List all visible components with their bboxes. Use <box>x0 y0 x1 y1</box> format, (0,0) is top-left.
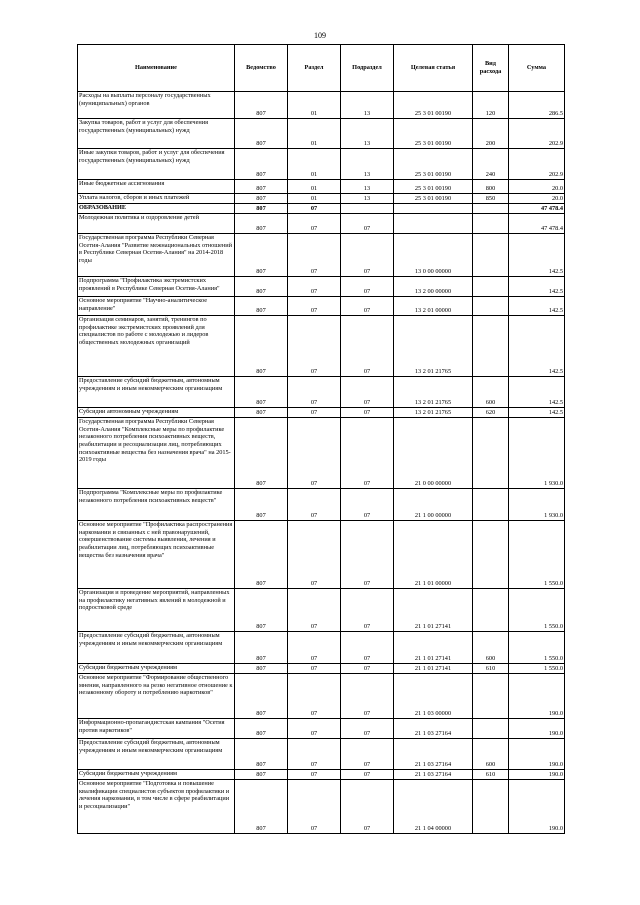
row-department: 807 <box>235 149 288 180</box>
row-section: 07 <box>288 377 341 408</box>
row-expense-type <box>473 521 509 589</box>
row-department: 807 <box>235 297 288 316</box>
table-row <box>78 234 565 277</box>
row-expense-type: 600 <box>473 739 509 770</box>
row-sum: 202.9 <box>509 119 565 149</box>
row-name: Предоставление субсидий бюджетным, автономным учреждениям и иным некоммерческим организациям <box>78 739 235 770</box>
table-row <box>78 664 565 674</box>
row-subsection: 07 <box>341 214 394 234</box>
row-target-article: 21 1 01 00000 <box>394 521 473 589</box>
row-name: Предоставление субсидий бюджетным, автономным учреждениям и иным некоммерческим организациям <box>78 377 235 408</box>
row-target-article: 21 1 03 27164 <box>394 719 473 739</box>
row-name: Организация и проведение мероприятий, направленных на профилактику негативных явлений в молодежной и подростковой среде <box>78 589 235 632</box>
table-row <box>78 277 565 297</box>
table-row <box>78 180 565 194</box>
row-name: Субсидии бюджетным учреждениям <box>78 664 235 674</box>
table-row <box>78 780 565 834</box>
row-subsection: 07 <box>341 521 394 589</box>
row-subsection: 13 <box>341 149 394 180</box>
table-row <box>78 408 565 418</box>
row-section: 07 <box>288 664 341 674</box>
row-department: 807 <box>235 719 288 739</box>
row-expense-type <box>473 204 509 214</box>
row-target-article: 21 1 03 00000 <box>394 674 473 719</box>
row-target-article: 21 1 01 27141 <box>394 632 473 664</box>
row-target-article: 21 1 01 27141 <box>394 664 473 674</box>
row-subsection: 07 <box>341 589 394 632</box>
row-target-article: 21 1 00 00000 <box>394 489 473 521</box>
row-name: Подпрограмма "Профилактика экстремистских проявлений в Республике Северная Осетия-Алания" <box>78 277 235 297</box>
row-department: 807 <box>235 204 288 214</box>
row-name: Уплата налогов, сборов и иных платежей <box>78 194 235 204</box>
header-sum: Сумма <box>509 45 565 92</box>
row-department: 807 <box>235 194 288 204</box>
row-expense-type: 600 <box>473 632 509 664</box>
row-section: 07 <box>288 770 341 780</box>
table-row <box>78 316 565 377</box>
row-expense-type <box>473 418 509 489</box>
row-expense-type: 610 <box>473 770 509 780</box>
table-row <box>78 119 565 149</box>
row-subsection: 07 <box>341 739 394 770</box>
row-department: 807 <box>235 119 288 149</box>
row-subsection: 07 <box>341 674 394 719</box>
row-sum: 1 550.0 <box>509 632 565 664</box>
row-expense-type <box>473 214 509 234</box>
row-subsection: 07 <box>341 277 394 297</box>
row-sum: 142.5 <box>509 316 565 377</box>
row-subsection: 07 <box>341 297 394 316</box>
row-sum: 190.0 <box>509 770 565 780</box>
table-row <box>78 204 565 214</box>
row-subsection: 07 <box>341 719 394 739</box>
budget-table <box>77 44 565 834</box>
row-name: Основное мероприятие "Формирование общественного мнения, направленного на резко негативное отношение к незаконному обороту и потреблению наркотиков" <box>78 674 235 719</box>
row-department: 807 <box>235 489 288 521</box>
row-expense-type: 240 <box>473 149 509 180</box>
row-target-article: 25 3 01 00190 <box>394 194 473 204</box>
row-name: Информационно-пропагандистская кампания "Осетия против наркотиков" <box>78 719 235 739</box>
row-section: 07 <box>288 632 341 664</box>
row-name: Государственная программа Республики Северная Осетия-Алания "Развитие межнациональных отношений в Республике Северная Осетия-Алания" на 2014-2018 годы <box>78 234 235 277</box>
row-subsection <box>341 204 394 214</box>
row-section: 07 <box>288 780 341 834</box>
row-sum: 190.0 <box>509 739 565 770</box>
row-sum: 142.5 <box>509 408 565 418</box>
row-target-article: 25 3 01 00190 <box>394 180 473 194</box>
table-row <box>78 589 565 632</box>
row-sum: 190.0 <box>509 719 565 739</box>
table-row <box>78 770 565 780</box>
row-sum: 47 478.4 <box>509 214 565 234</box>
row-name: Субсидии автономным учреждениям <box>78 408 235 418</box>
row-department: 807 <box>235 180 288 194</box>
table-row <box>78 674 565 719</box>
row-sum: 142.5 <box>509 297 565 316</box>
row-subsection: 13 <box>341 180 394 194</box>
row-section: 07 <box>288 316 341 377</box>
row-target-article: 21 1 04 00000 <box>394 780 473 834</box>
row-sum: 142.5 <box>509 377 565 408</box>
row-department: 807 <box>235 277 288 297</box>
row-subsection: 07 <box>341 664 394 674</box>
row-target-article: 25 3 01 00190 <box>394 149 473 180</box>
row-target-article: 25 3 01 00190 <box>394 92 473 119</box>
table-row <box>78 632 565 664</box>
row-name: Закупка товаров, работ и услуг для обеспечения государственных (муниципальных) нужд <box>78 119 235 149</box>
row-subsection: 07 <box>341 489 394 521</box>
row-subsection: 13 <box>341 92 394 119</box>
row-subsection: 13 <box>341 119 394 149</box>
row-sum: 190.0 <box>509 674 565 719</box>
row-subsection: 07 <box>341 780 394 834</box>
row-subsection: 07 <box>341 234 394 277</box>
row-expense-type <box>473 719 509 739</box>
row-sum: 20.0 <box>509 180 565 194</box>
row-target-article <box>394 204 473 214</box>
table-row <box>78 521 565 589</box>
row-name: Подпрограмма "Комплексные меры по профилактике незаконного потребления психоактивных веществ" <box>78 489 235 521</box>
row-section: 07 <box>288 297 341 316</box>
row-name: Иные бюджетные ассигнования <box>78 180 235 194</box>
row-sum: 142.5 <box>509 277 565 297</box>
row-subsection: 07 <box>341 316 394 377</box>
row-name: ОБРАЗОВАНИЕ <box>78 204 235 214</box>
row-target-article: 13 2 01 21765 <box>394 408 473 418</box>
row-target-article: 21 1 01 27141 <box>394 589 473 632</box>
row-department: 807 <box>235 418 288 489</box>
row-expense-type <box>473 316 509 377</box>
row-subsection: 07 <box>341 418 394 489</box>
row-subsection: 07 <box>341 377 394 408</box>
row-name: Основное мероприятие "Профилактика распространения наркомании и связанных с ней правонарушений, совершенствование системы выявления, лечения и реабилитации лиц, потребляющих психоактивные вещества без назначения врача" <box>78 521 235 589</box>
table-row <box>78 297 565 316</box>
row-department: 807 <box>235 664 288 674</box>
row-target-article: 21 1 03 27164 <box>394 770 473 780</box>
row-expense-type <box>473 674 509 719</box>
row-section: 01 <box>288 194 341 204</box>
row-target-article: 13 2 00 00000 <box>394 277 473 297</box>
row-name: Организация семинаров, занятий, тренингов по профилактике экстремистских проявлений для специалистов по работе с молодежью и лидеров общественных молодежных организаций <box>78 316 235 377</box>
row-sum: 47 478.4 <box>509 204 565 214</box>
row-department: 807 <box>235 92 288 119</box>
row-target-article: 13 2 01 21765 <box>394 377 473 408</box>
row-sum: 20.0 <box>509 194 565 204</box>
row-expense-type: 200 <box>473 119 509 149</box>
row-name: Иные закупки товаров, работ и услуг для обеспечения государственных (муниципальных) нужд <box>78 149 235 180</box>
row-department: 807 <box>235 214 288 234</box>
table-row <box>78 149 565 180</box>
row-section: 01 <box>288 119 341 149</box>
header-department: Ведомство <box>235 45 288 92</box>
row-department: 807 <box>235 377 288 408</box>
row-section: 07 <box>288 489 341 521</box>
row-section: 07 <box>288 589 341 632</box>
row-expense-type <box>473 589 509 632</box>
row-department: 807 <box>235 589 288 632</box>
row-section: 07 <box>288 418 341 489</box>
row-name: Основное мероприятие "Подготовка и повышение квалификации специалистов субъектов профилактики и лечения наркомании, в том числе в сфере реабилитации и ресоциализации" <box>78 780 235 834</box>
header-subsection: Подраздел <box>341 45 394 92</box>
row-department: 807 <box>235 408 288 418</box>
row-target-article: 25 3 01 00190 <box>394 119 473 149</box>
row-target-article: 21 0 00 00000 <box>394 418 473 489</box>
row-expense-type: 610 <box>473 664 509 674</box>
table-row <box>78 418 565 489</box>
row-expense-type <box>473 234 509 277</box>
row-expense-type: 850 <box>473 194 509 204</box>
row-target-article: 13 2 01 21765 <box>394 316 473 377</box>
table-row <box>78 489 565 521</box>
row-section: 01 <box>288 92 341 119</box>
row-department: 807 <box>235 770 288 780</box>
row-subsection: 07 <box>341 408 394 418</box>
row-sum: 190.0 <box>509 780 565 834</box>
row-name: Предоставление субсидий бюджетным, автономным учреждениям и иным некоммерческим организациям <box>78 632 235 664</box>
row-name: Молодежная политика и оздоровление детей <box>78 214 235 234</box>
row-name: Государственная программа Республики Северная Осетия-Алания "Комплексные меры по профилактике незаконного потребления психоактивных веществ, реабилитации и ресоциализации лиц, потребляющих психоактивные вещества без назначения врача" на 2015-2019 годы <box>78 418 235 489</box>
row-target-article: 13 2 01 00000 <box>394 297 473 316</box>
row-target-article <box>394 214 473 234</box>
table-row <box>78 194 565 204</box>
row-section: 07 <box>288 277 341 297</box>
row-department: 807 <box>235 739 288 770</box>
row-subsection: 07 <box>341 770 394 780</box>
header-section: Раздел <box>288 45 341 92</box>
row-sum: 1 930.0 <box>509 489 565 521</box>
row-subsection: 13 <box>341 194 394 204</box>
row-sum: 1 550.0 <box>509 521 565 589</box>
row-section: 07 <box>288 204 341 214</box>
row-section: 07 <box>288 674 341 719</box>
row-expense-type <box>473 489 509 521</box>
table-row <box>78 377 565 408</box>
header-target-article: Целевая статья <box>394 45 473 92</box>
row-section: 07 <box>288 408 341 418</box>
row-sum: 1 930.0 <box>509 418 565 489</box>
row-target-article: 21 1 03 27164 <box>394 739 473 770</box>
header-name: Наименование <box>78 45 235 92</box>
row-section: 07 <box>288 719 341 739</box>
row-expense-type: 620 <box>473 408 509 418</box>
row-target-article: 13 0 00 00000 <box>394 234 473 277</box>
row-section: 01 <box>288 149 341 180</box>
table-header-row <box>78 45 565 92</box>
row-department: 807 <box>235 234 288 277</box>
row-section: 07 <box>288 214 341 234</box>
row-department: 807 <box>235 632 288 664</box>
row-name: Субсидии бюджетным учреждениям <box>78 770 235 780</box>
table-row <box>78 92 565 119</box>
row-sum: 202.9 <box>509 149 565 180</box>
row-expense-type: 120 <box>473 92 509 119</box>
row-department: 807 <box>235 780 288 834</box>
row-expense-type <box>473 780 509 834</box>
row-section: 07 <box>288 521 341 589</box>
table-row <box>78 739 565 770</box>
row-department: 807 <box>235 316 288 377</box>
row-section: 07 <box>288 234 341 277</box>
row-name: Расходы на выплаты персоналу государственных (муниципальных) органов <box>78 92 235 119</box>
row-section: 07 <box>288 739 341 770</box>
row-expense-type <box>473 297 509 316</box>
row-sum: 286.5 <box>509 92 565 119</box>
table-row <box>78 214 565 234</box>
row-department: 807 <box>235 674 288 719</box>
row-sum: 142.5 <box>509 234 565 277</box>
row-expense-type: 600 <box>473 377 509 408</box>
row-sum: 1 550.0 <box>509 589 565 632</box>
row-section: 01 <box>288 180 341 194</box>
row-expense-type <box>473 277 509 297</box>
row-department: 807 <box>235 521 288 589</box>
row-expense-type: 800 <box>473 180 509 194</box>
page-number: 109 <box>314 31 326 40</box>
header-expense-type: Вид расхода <box>473 45 509 92</box>
row-name: Основное мероприятие "Научно-аналитическое направление" <box>78 297 235 316</box>
row-sum: 1 550.0 <box>509 664 565 674</box>
table-row <box>78 719 565 739</box>
row-subsection: 07 <box>341 632 394 664</box>
